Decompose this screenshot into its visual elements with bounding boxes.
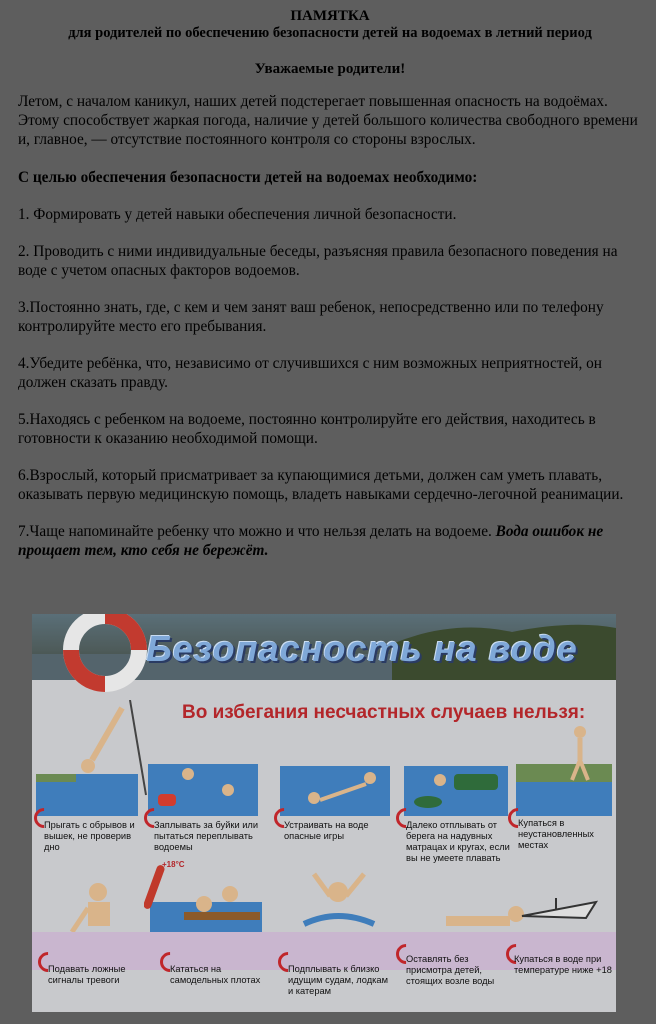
poster-subtitle: Во избегания несчастных случаев нельзя:	[182, 702, 586, 723]
intro-paragraph: Летом, с началом каникул, наших детей подстерегает повышенная опасность на водоёмах. Этому способствует жаркая погода, наличие у детей большого количества свободного времени и, главное, — отсутствие постоянного контроля со стороны взрослых.	[18, 93, 638, 148]
greeting: Уважаемые родители!	[254, 61, 406, 77]
rule-item-3: 3.Постоянно знать, где, с кем и чем занят ваш ребенок, непосредственно или по телефону контролируйте место его пребывания.	[18, 299, 604, 335]
playing-children-icon	[280, 766, 390, 816]
poster-rule-4: Далеко отплывать от берега на надувных матрацах и кругах, если вы не умеете плавать	[406, 820, 510, 863]
memo-title: ПАМЯТКА	[290, 8, 370, 24]
standing-child-icon	[516, 724, 612, 784]
rule-item-5: 5.Находясь с ребенком на водоеме, постоянно контролируйте его действия, находитесь в готовности к оказанию необходимой помощи.	[18, 411, 596, 447]
rule-item-2: 2. Проводить с ними индивидуальные беседы, разъясняя правила безопасного поведения на воде с учетом опасных факторов водоемов.	[18, 243, 618, 279]
poster-rule-2: Заплывать за буйки или пытаться переплывать водоемы	[154, 820, 259, 852]
rule-item-1: 1. Формировать у детей навыки обеспечения личной безопасности.	[18, 206, 457, 223]
boat-icon	[516, 896, 606, 936]
buoy-swimmer-icon	[148, 764, 258, 816]
poster-rule-1: Прыгать с обрывов и вышек, не проверив дно	[44, 820, 135, 852]
memo-document	[18, 8, 642, 560]
thermometer-label: +18°C	[162, 860, 185, 869]
signaling-child-icon	[68, 878, 138, 938]
raft-children-icon	[144, 864, 264, 934]
mattress-child-icon	[404, 766, 508, 816]
rule-item-7	[18, 522, 642, 560]
poster-rule-3: Устраивать на воде опасные игры	[284, 820, 369, 841]
poster-rule-10: Купаться в воде при температуре ниже +18	[514, 954, 612, 975]
rule-item-4: 4.Убедите ребёнка, что, независимо от случившихся с ним возможных неприятностей, он должен сказать правду.	[18, 355, 602, 391]
purpose-heading: С целью обеспечения безопасности детей на водоемах необходимо:	[18, 169, 478, 186]
poster-rule-6: Подавать ложные сигналы тревоги	[48, 964, 126, 985]
drowning-child-icon	[294, 868, 384, 938]
poster-rule-8: Подплывать к близко идущим судам, лодкам и катерам	[288, 964, 388, 996]
safety-poster	[32, 614, 616, 1012]
memo-subtitle: для родителей по обеспечению безопасности детей на водоемах в летний период	[68, 25, 592, 41]
poster-rule-9: Оставлять без присмотра детей, стоящих возле воды	[406, 954, 495, 986]
poster-rule-7: Кататься на самодельных плотах	[170, 964, 261, 985]
rule-item-7-emphasis: Вода ошибок не прощает тем, кто себя не бережёт.	[18, 523, 604, 559]
poster-rule-5: Купаться в неустановленных местах	[518, 818, 594, 850]
rule-item-6: 6.Взрослый, который присматривает за купающимися детьми, должен сам уметь плавать, оказывать первую медицинскую помощь, владеть навыками сердечно-легочной реанимации.	[18, 467, 624, 503]
rule-item-7-text: 7.Чаще напоминайте ребенку что можно и что нельзя делать на водоеме.	[18, 523, 496, 540]
scene-cliff-edge	[36, 774, 76, 782]
poster-banner-title: Безопасность на воде	[146, 628, 578, 669]
poster-banner	[32, 614, 616, 680]
